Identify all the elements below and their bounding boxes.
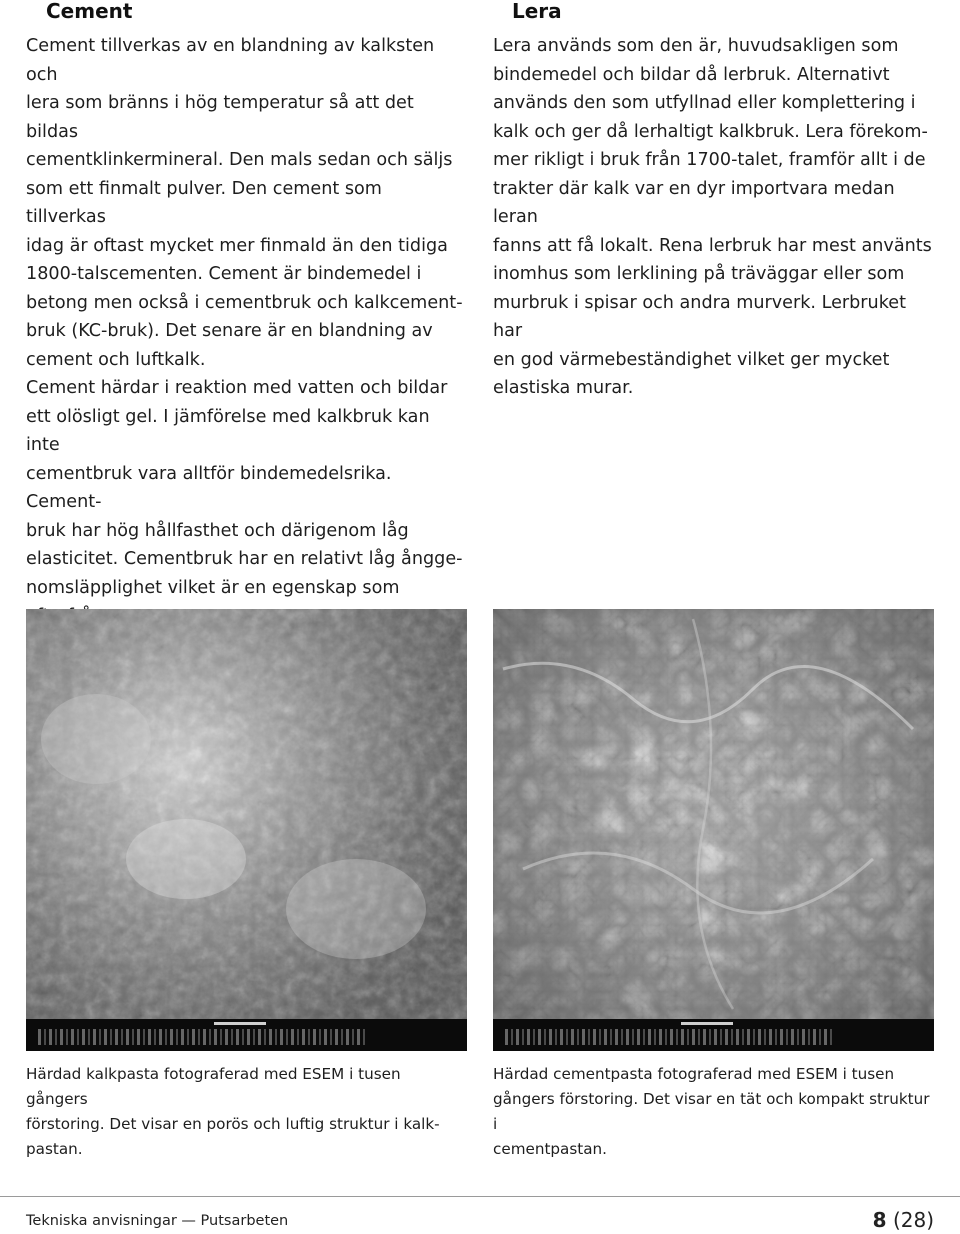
scale-bar [214,1022,266,1025]
cement-paragraph-1: Cement tillverkas av en blandning av kalksten och lera som bränns i hög temperatur så att det bildas cementklinkermineral. Den mals sedan och säljs som ett finmalt pulver. Den cement som tillverkas idag är oftast mycket mer finmald än den tidiga 1800-talscementen. Cement är bindemedel i betong men också i cementbruk och kalkcement- bruk (KC-bruk). Det senare är en blandning av cement och luftkalk. [26,36,463,370]
footer-divider [0,1196,960,1197]
sem-data-readout [505,1029,835,1045]
page-number [873,1208,934,1232]
right-column [493,0,933,403]
cement-paragraph-2: Cement härdar i reaktion med vatten och bildar ett olösligt gel. I jämförelse med kalkbruk kan inte cementbruk vara alltför bindemedelsrika. Cement- bruk har hög hållfasthet och därigenom låg elasticitet. Cementbruk har en relativt låg ångge- nomsläpplighet vilket är en egenskap som [26,378,463,598]
kalkpasta-micrograph [26,609,467,1051]
footer-separator: — [176,1213,201,1229]
kalkpasta-caption: Härdad kalkpasta fotograferad med ESEM i tusen gångers förstoring. Det visar en porös och luftig struktur i kalk- pastan. [26,1065,440,1158]
footer-title: Tekniska anvisningar [26,1213,177,1229]
page-number-current: 8 [872,1208,887,1232]
footer-document-title [26,1213,288,1229]
cementpasta-micrograph [493,609,934,1051]
lera-heading: Lera [512,0,562,22]
cement-heading: Cement [46,0,133,22]
lera-paragraph-1: Lera används som den är, huvudsakligen som bindemedel och bildar då lerbruk. Alternativt används den som utfyllnad eller komplettering i kalk och ger då lerhaltigt kalkbruk. Lera förekom- mer rikligt i bruk från 1700-talet, framför allt i de trakter där kalk var en dyr importvara medan leran fanns att få lokalt. Rena lerbruk har mest använts inomhus som lerklining på träväggar eller som murbruk i spisar och andra murverk. Lerbruket har en god värmebeständighet vilket ger mycket elastiska murar. [493,36,932,398]
page-number-total: (28) [892,1208,934,1232]
porous-texture-graphic [26,609,467,1051]
cementpasta-caption: Härdad cementpasta fotograferad med ESEM i tusen gångers förstoring. Det visar en tät och kompakt struktur i cementpastan. [493,1065,930,1158]
footer-section: Putsarbeten [200,1213,289,1229]
scale-bar [681,1022,733,1025]
compact-texture-graphic [493,609,934,1051]
sem-data-readout [38,1029,368,1045]
